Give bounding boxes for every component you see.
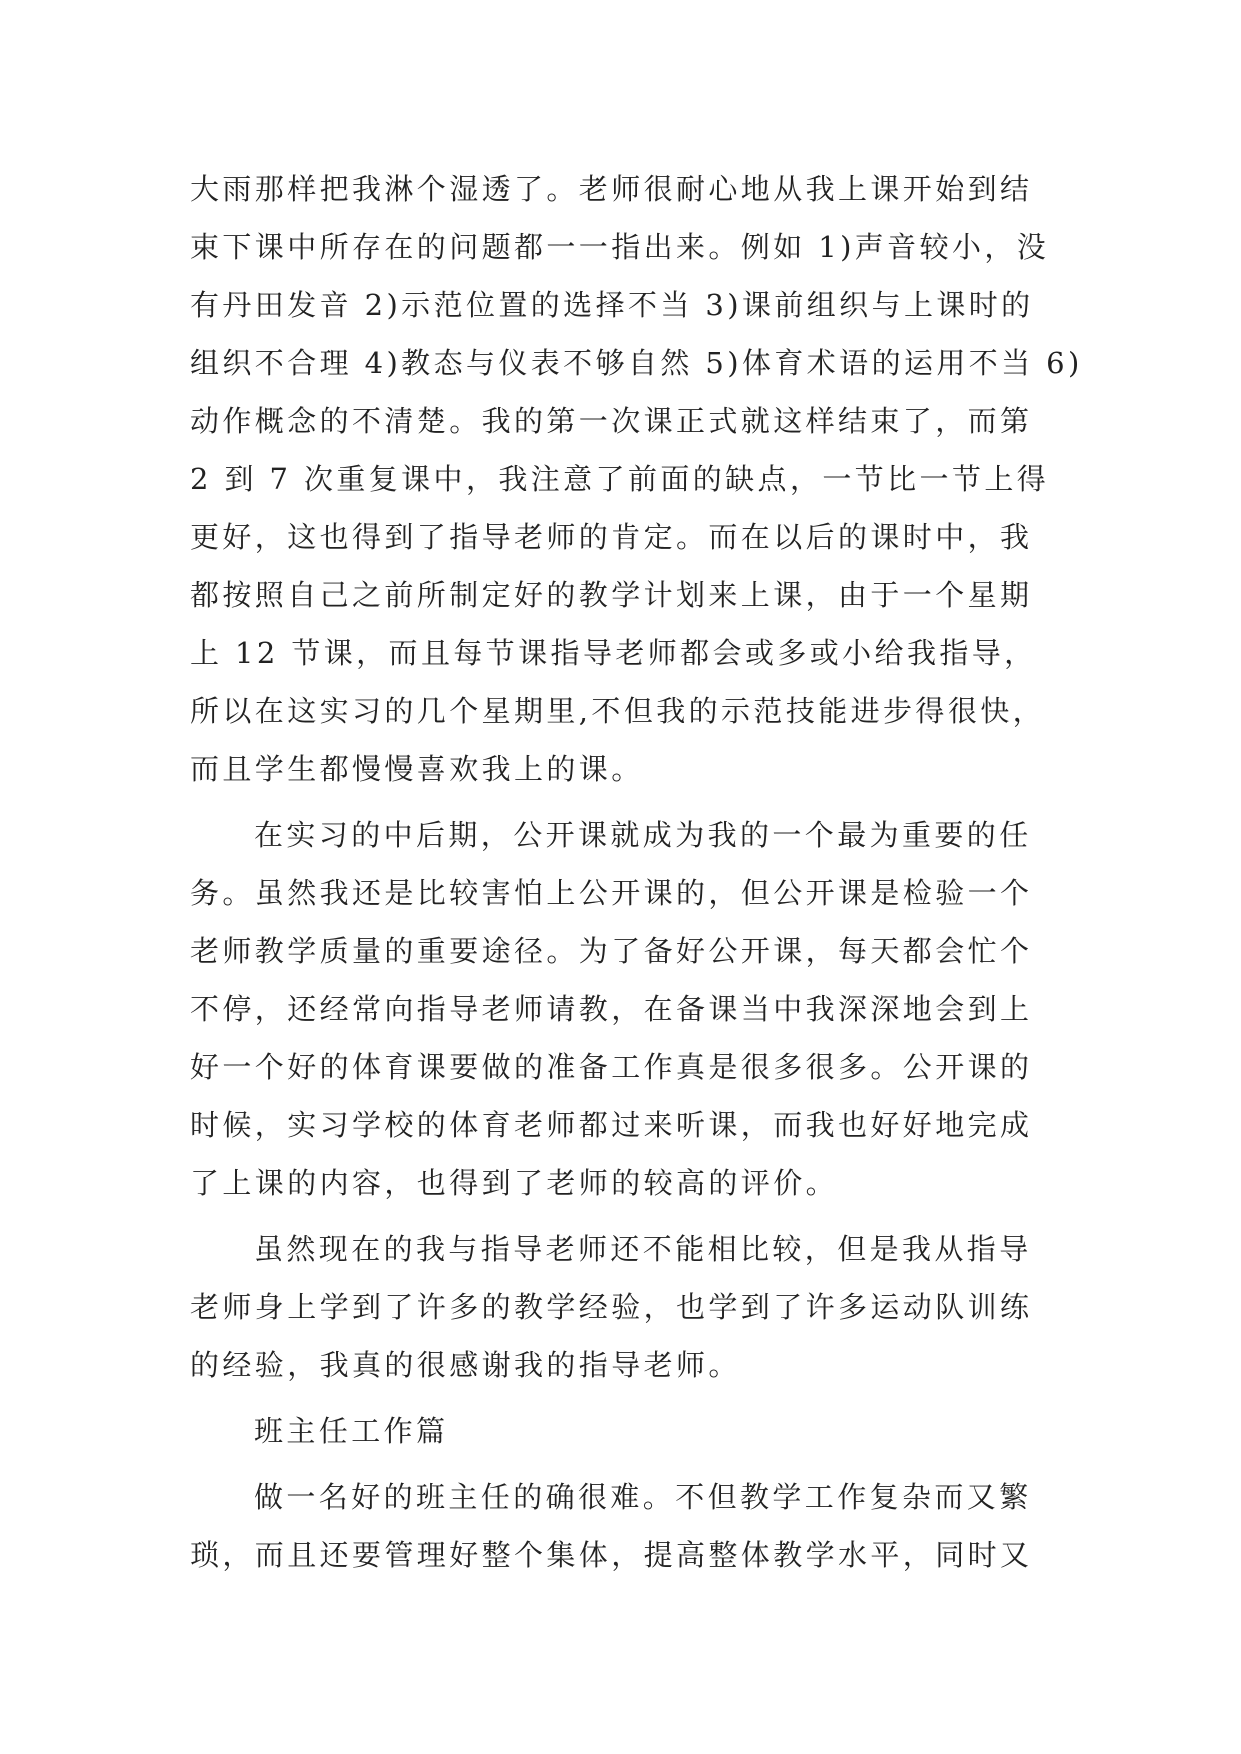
text-line: 有丹田发音 2)示范位置的选择不当 3)课前组织与上课时的 bbox=[190, 288, 1034, 322]
text-line: 上 12 节课，而且每节课指导老师都会或多或小给我指导， bbox=[190, 636, 1037, 670]
text-line: 做一名好的班主任的确很难。不但教学工作复杂而又繁 bbox=[254, 1480, 1032, 1514]
text-line: 都按照自己之前所制定好的教学计划来上课，由于一个星期 bbox=[190, 578, 1033, 612]
text-line: 动作概念的不清楚。我的第一次课正式就这样结束了，而第 bbox=[190, 404, 1033, 438]
paragraph-gap bbox=[190, 1394, 1050, 1402]
paragraph-gap bbox=[190, 1212, 1050, 1220]
paragraph bbox=[190, 806, 1050, 1212]
text-line: 了上课的内容，也得到了老师的较高的评价。 bbox=[190, 1166, 839, 1200]
paragraph-gap bbox=[190, 1460, 1050, 1468]
text-line: 大雨那样把我淋个湿透了。老师很耐心地从我上课开始到结 bbox=[190, 172, 1033, 206]
text-line: 的经验，我真的很感谢我的指导老师。 bbox=[190, 1348, 741, 1382]
text-line: 束下课中所存在的问题都一一指出来。例如 1)声音较小，没 bbox=[190, 230, 1050, 264]
body-text bbox=[190, 160, 1083, 1584]
text-line: 2 到 7 次重复课中，我注意了前面的缺点，一节比一节上得 bbox=[190, 462, 1050, 496]
paragraph-gap bbox=[190, 798, 1050, 806]
text-line: 而且学生都慢慢喜欢我上的课。 bbox=[190, 752, 644, 786]
text-line: 时候，实习学校的体育老师都过来听课，而我也好好地完成 bbox=[190, 1108, 1033, 1142]
text-line: 虽然现在的我与指导老师还不能相比较，但是我从指导 bbox=[254, 1232, 1032, 1266]
paragraph bbox=[190, 160, 1083, 798]
paragraph bbox=[190, 1220, 1050, 1394]
paragraph bbox=[190, 1468, 1050, 1584]
text-line: 琐，而且还要管理好整个集体，提高整体教学水平，同时又 bbox=[190, 1538, 1033, 1572]
text-line: 组织不合理 4)教态与仪表不够自然 5)体育术语的运用不当 6) bbox=[190, 346, 1083, 380]
text-line: 所以在这实习的几个星期里,不但我的示范技能进步得很快， bbox=[190, 694, 1046, 728]
text-line: 在实习的中后期，公开课就成为我的一个最为重要的任 bbox=[254, 818, 1032, 852]
text-line: 不停，还经常向指导老师请教，在备课当中我深深地会到上 bbox=[190, 992, 1033, 1026]
heading-text: 班主任工作篇 bbox=[254, 1414, 449, 1448]
text-line: 老师教学质量的重要途径。为了备好公开课，每天都会忙个 bbox=[190, 934, 1033, 968]
text-line: 好一个好的体育课要做的准备工作真是很多很多。公开课的 bbox=[190, 1050, 1033, 1084]
text-line: 更好，这也得到了指导老师的肯定。而在以后的课时中，我 bbox=[190, 520, 1033, 554]
section-heading bbox=[190, 1402, 1050, 1460]
text-line: 老师身上学到了许多的教学经验，也学到了许多运动队训练 bbox=[190, 1290, 1033, 1324]
text-line: 务。虽然我还是比较害怕上公开课的，但公开课是检验一个 bbox=[190, 876, 1033, 910]
